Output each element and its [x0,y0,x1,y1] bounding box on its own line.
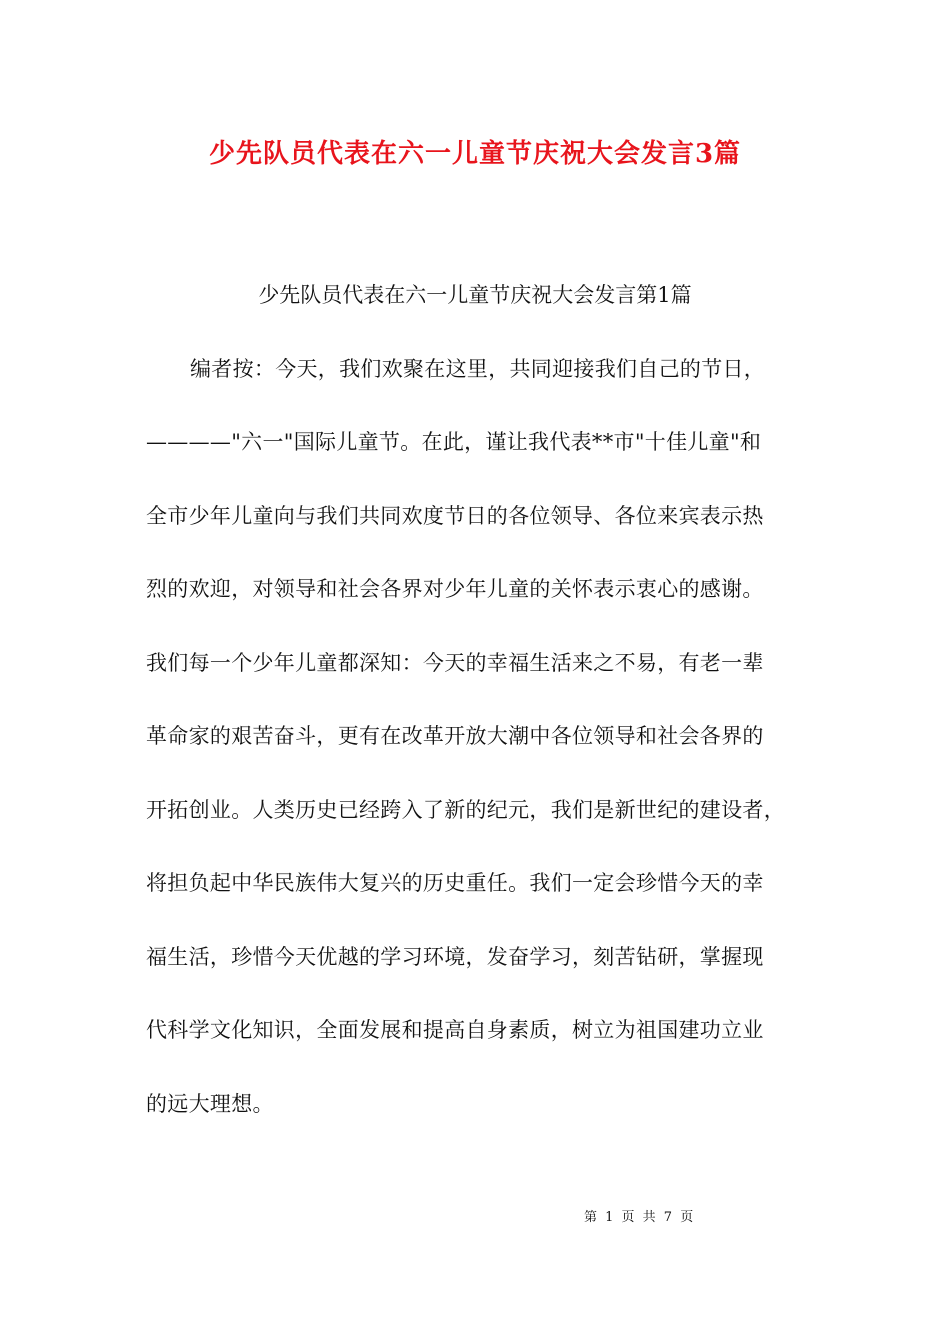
paragraph-line: 的远大理想。 [146,1092,274,1116]
paragraph-line: 全市少年儿童向与我们共同欢度节日的各位领导、各位来宾表示热 [146,504,764,528]
paragraph-line: 代科学文化知识，全面发展和提高自身素质，树立为祖国建功立业 [146,1018,764,1042]
paragraph-line: 革命家的艰苦奋斗，更有在改革开放大潮中各位领导和社会各界的 [146,724,764,748]
paragraph-line: 将担负起中华民族伟大复兴的历史重任。我们一定会珍惜今天的幸 [146,871,764,895]
page-number-footer: 第 1 页 共 7 页 [584,1210,694,1225]
paragraph-line: 我们每一个少年儿童都深知：今天的幸福生活来之不易，有老一辈 [146,651,764,675]
document-title: 少先队员代表在六一儿童节庆祝大会发言3篇 [208,139,742,169]
section-heading: 少先队员代表在六一儿童节庆祝大会发言第1篇 [258,283,692,307]
paragraph-line: 烈的欢迎，对领导和社会各界对少年儿童的关怀表示衷心的感谢。 [146,577,764,601]
paragraph-line: 开拓创业。人类历史已经跨入了新的纪元，我们是新世纪的建设者， [146,798,785,822]
paragraph-line: 福生活，珍惜今天优越的学习环境，发奋学习，刻苦钻研，掌握现 [146,945,764,969]
paragraph-line: 编者按：今天，我们欢聚在这里，共同迎接我们自己的节日， [190,357,766,381]
paragraph-line: ————"六一"国际儿童节。在此，谨让我代表**市"十佳儿童"和 [146,430,762,454]
